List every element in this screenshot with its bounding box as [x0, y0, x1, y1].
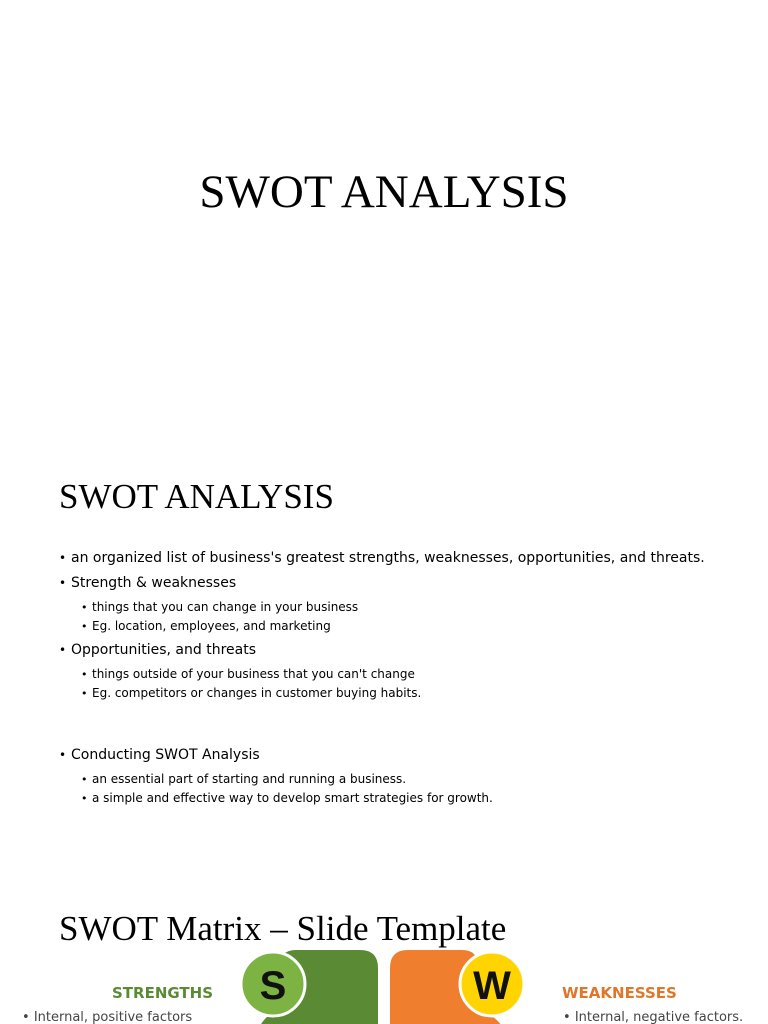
strengths-subtext: • Internal, positive factors: [22, 1010, 193, 1024]
s-letter: S: [259, 964, 287, 1008]
weaknesses-subtext-value: Internal, negative factors.: [574, 1010, 744, 1024]
bullet-item: • Opportunities, and threats: [59, 641, 749, 659]
bullet-group: [59, 574, 749, 635]
bullet-item: • Conducting SWOT Analysis: [59, 746, 749, 764]
bullet-group: [59, 549, 749, 567]
slide-title: SWOT ANALYSIS: [199, 166, 569, 218]
weaknesses-label: WEAKNESSES: [562, 984, 677, 1002]
weaknesses-subtext: • Internal, negative factors.: [563, 1010, 744, 1024]
slide-title: SWOT Matrix – Slide Template: [59, 909, 507, 948]
bullet-list: [59, 549, 749, 813]
sub-bullet-item: • things outside of your business that you can't change: [81, 666, 749, 683]
bullet-group: [59, 641, 749, 702]
overview-slide: [0, 440, 768, 880]
sub-bullet-item: • Eg. competitors or changes in customer buying habits.: [81, 685, 749, 702]
sub-bullet-item: • a simple and effective way to develop smart strategies for growth.: [81, 790, 749, 807]
bullet-group: [59, 746, 749, 807]
spacer: [59, 708, 749, 746]
swot-matrix-slide: [0, 880, 768, 1024]
strengths-subtext-value: Internal, positive factors: [33, 1010, 193, 1024]
sub-bullet-item: • things that you can change in your business: [81, 599, 749, 616]
w-letter: W: [473, 964, 511, 1008]
sub-bullet-item: • Eg. location, employees, and marketing: [81, 618, 749, 635]
bullet-item: • an organized list of business's greatest strengths, weaknesses, opportunities, and threats.: [59, 549, 749, 567]
swot-graphic: [240, 946, 530, 1024]
title-slide: [0, 0, 768, 440]
strengths-label: STRENGTHS: [112, 984, 214, 1002]
bullet-item: • Strength & weaknesses: [59, 574, 749, 592]
slide-title: SWOT ANALYSIS: [59, 477, 334, 516]
sub-bullet-item: • an essential part of starting and running a business.: [81, 771, 749, 788]
